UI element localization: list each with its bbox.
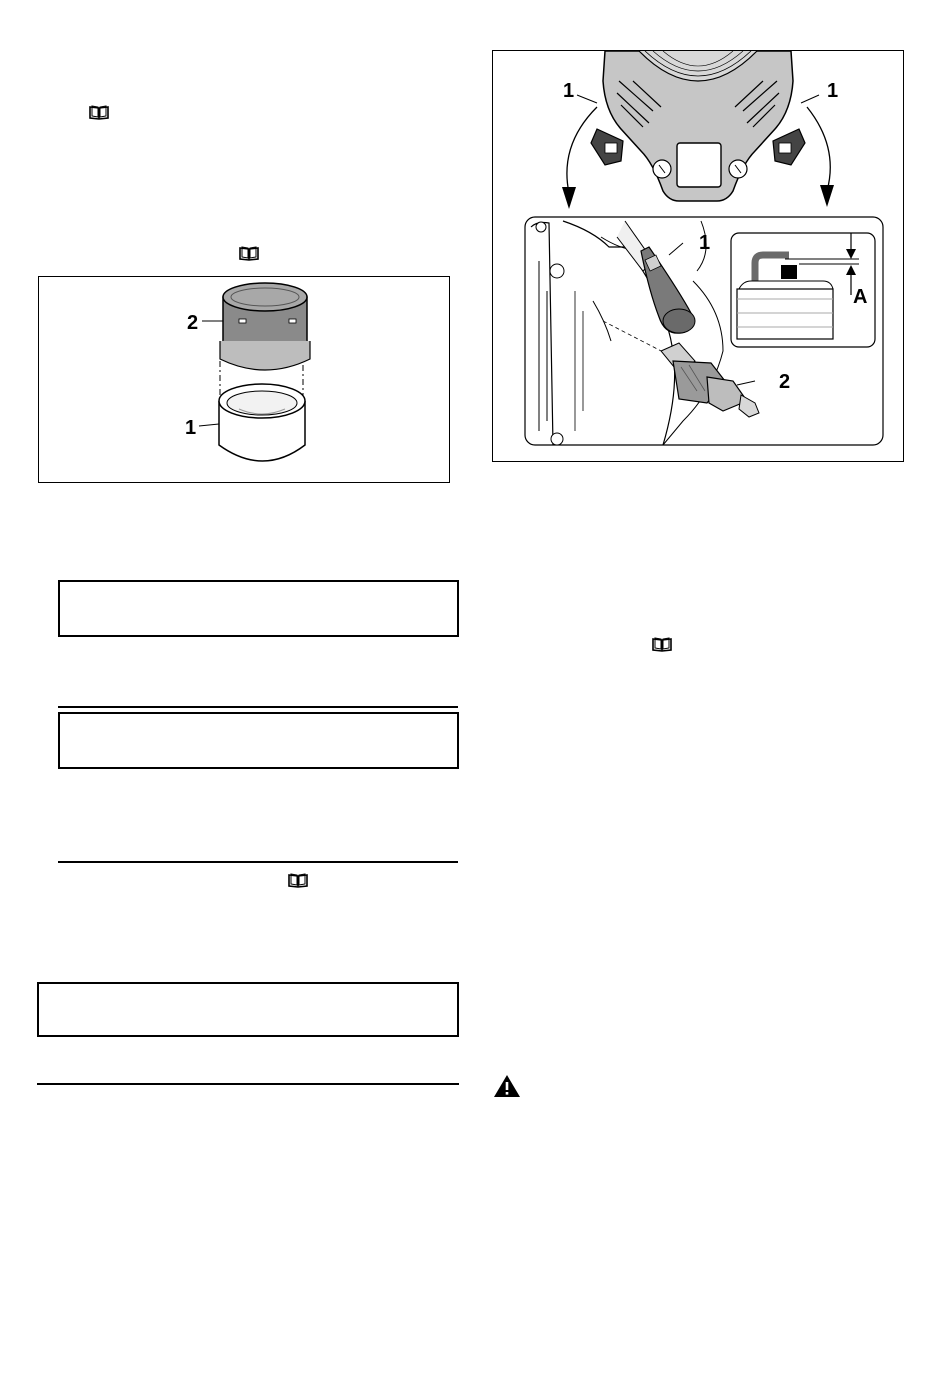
- note-box: [58, 712, 459, 769]
- book-icon: [88, 104, 110, 120]
- gap-label-a: A: [853, 286, 868, 308]
- section-divider: [58, 706, 458, 708]
- callout-1: 1: [185, 417, 197, 439]
- book-icon: [238, 245, 260, 261]
- spark-plug-cap-right: [773, 129, 805, 165]
- callout-1-left: 1: [563, 80, 575, 102]
- section-divider: [37, 1083, 459, 1085]
- book-icon: [287, 872, 309, 888]
- air-filter-figure: [38, 276, 450, 483]
- warning-triangle-icon: [493, 1074, 521, 1098]
- callout-2-plug: 2: [779, 371, 791, 393]
- callout-1-right: 1: [827, 80, 839, 102]
- electrode-gap-detail: [731, 233, 875, 347]
- engine-shroud: [603, 51, 793, 201]
- note-box: [37, 982, 459, 1037]
- foam-precleaner: [220, 283, 310, 370]
- callout-2: 2: [187, 312, 199, 334]
- note-box: [58, 580, 459, 637]
- book-icon: [651, 636, 673, 652]
- spark-plug-figure: [492, 50, 904, 462]
- filter-element: [219, 384, 305, 461]
- spark-plug-cap-left: [591, 129, 623, 165]
- callout-1-boot: 1: [699, 232, 711, 254]
- section-divider: [58, 861, 458, 863]
